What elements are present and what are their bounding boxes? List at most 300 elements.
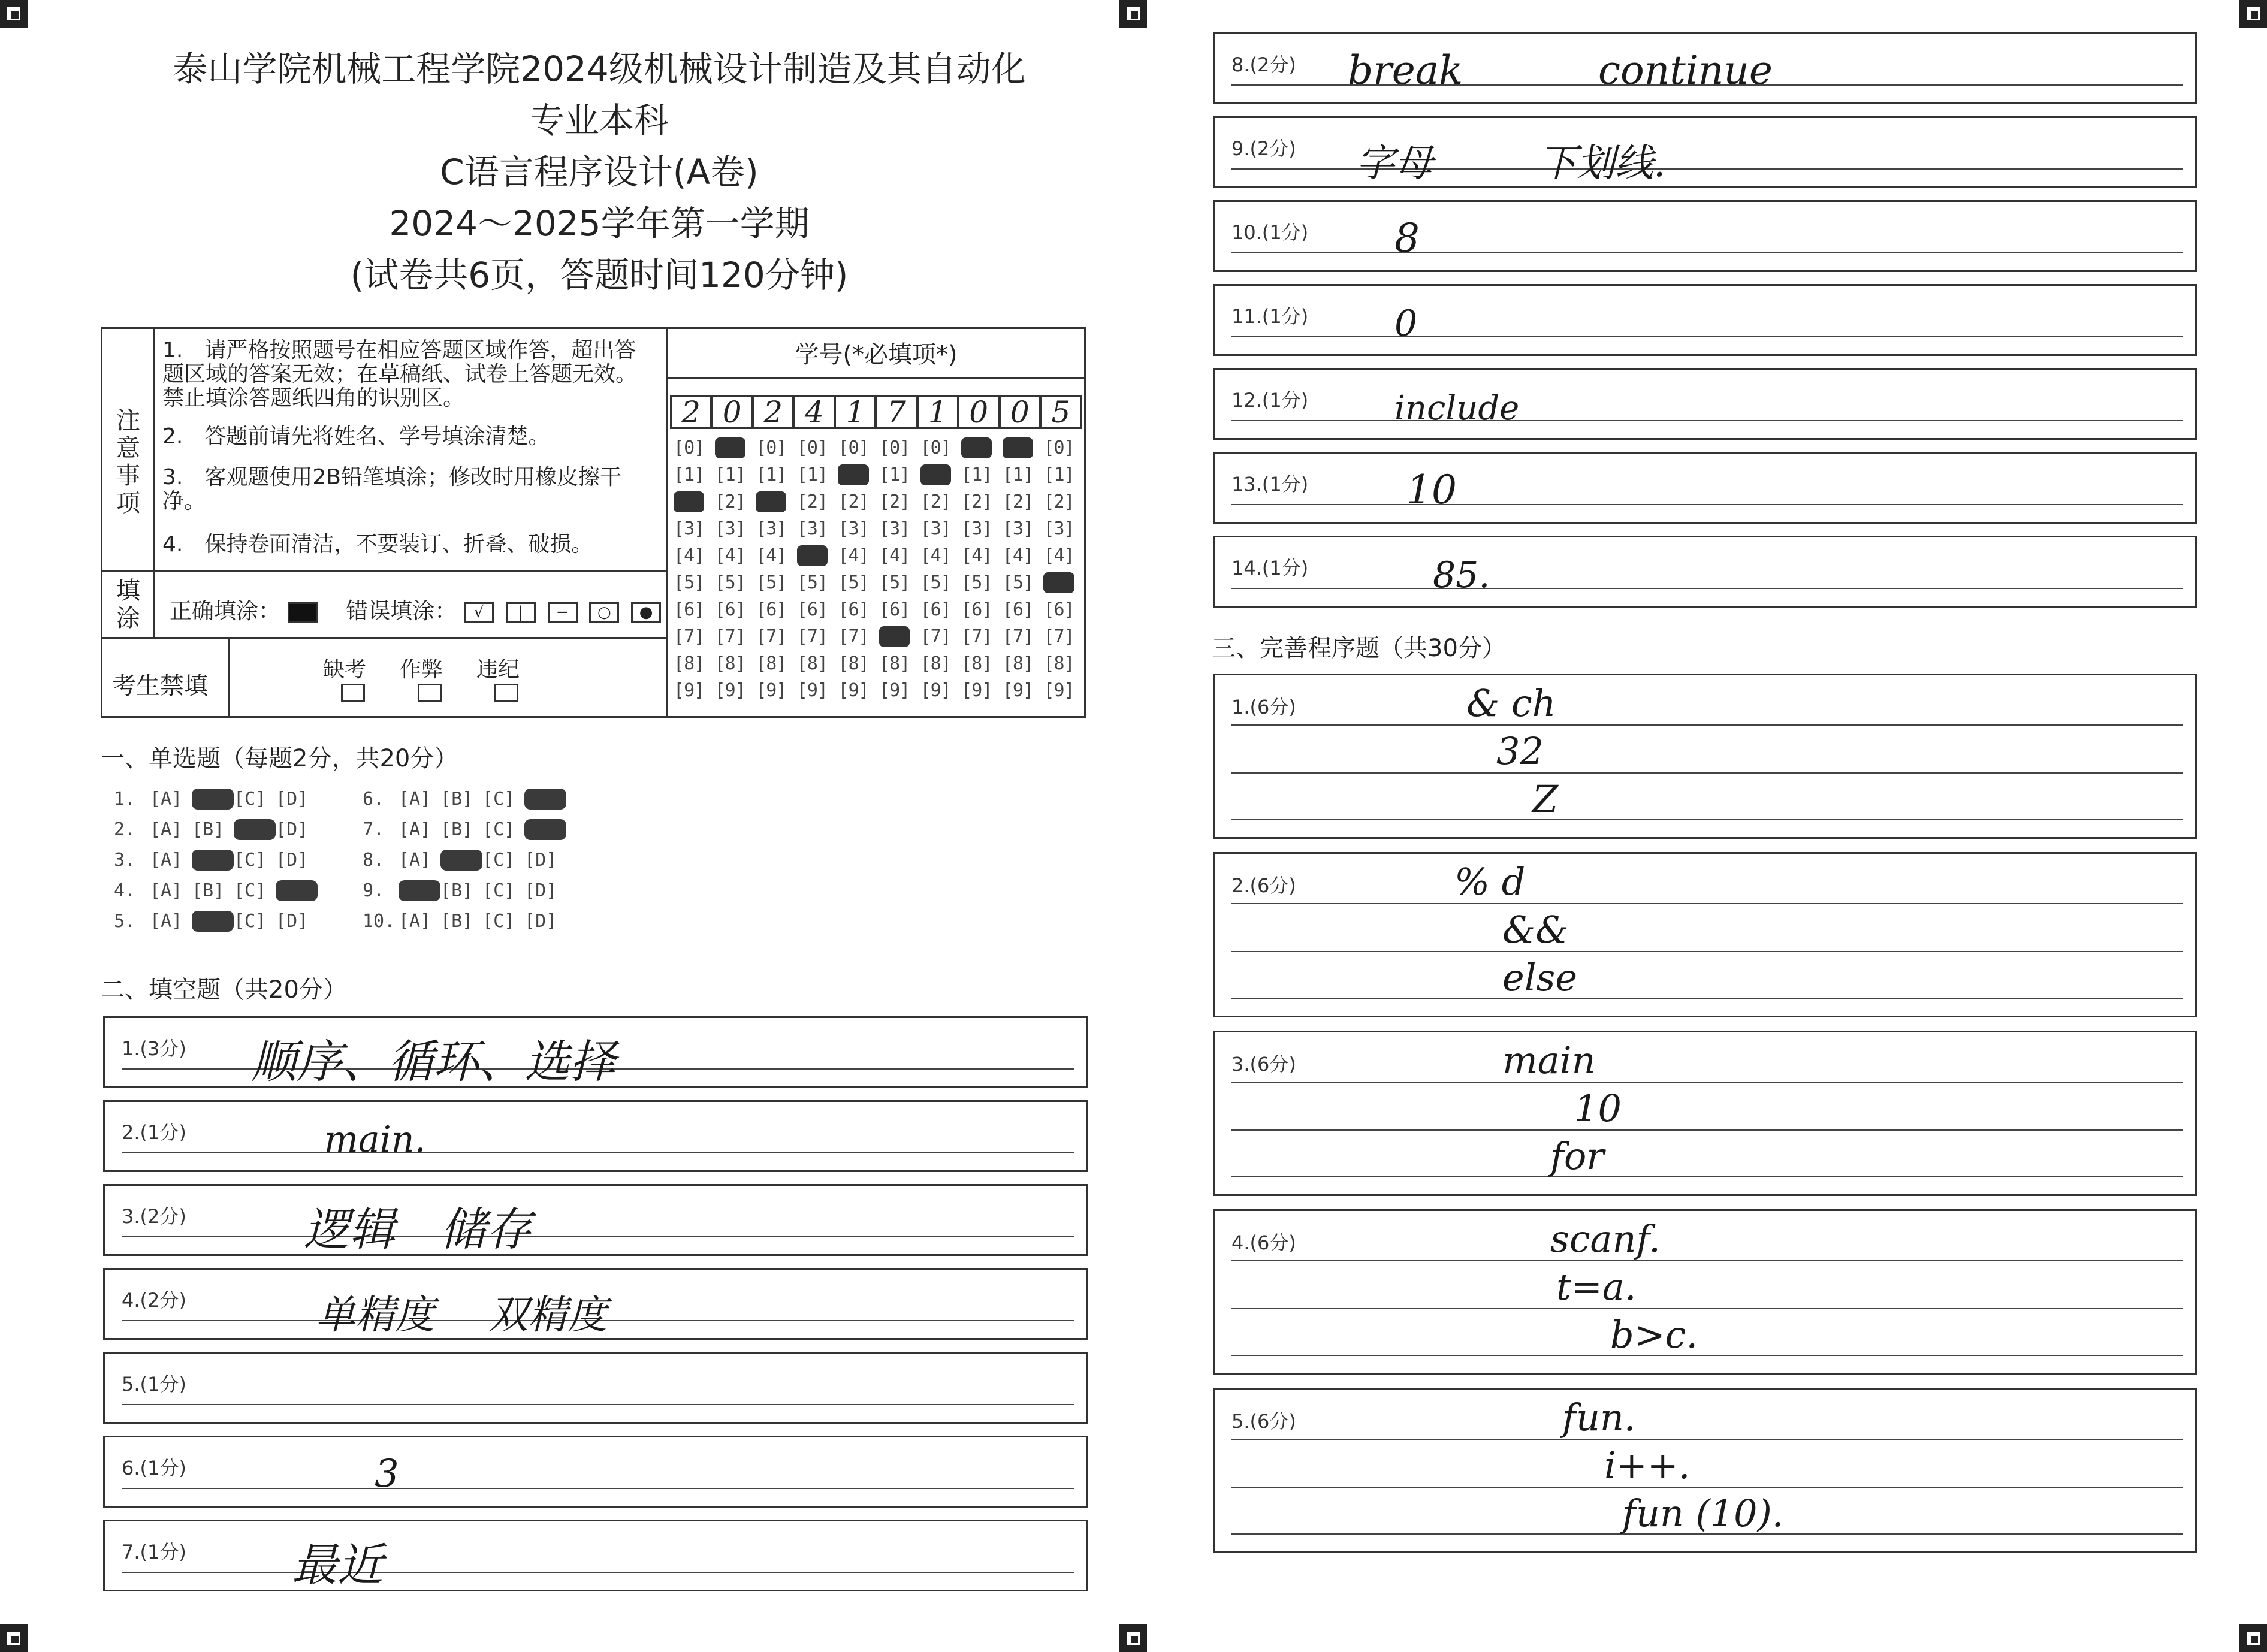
student-id-bubble[interactable]: [0] [756, 437, 787, 458]
student-id-bubble[interactable]: [5] [920, 572, 951, 593]
student-id-bubble[interactable]: [2] [756, 491, 787, 512]
student-id-bubble[interactable]: [2] [961, 491, 992, 512]
student-id-bubble[interactable]: [6] [1043, 599, 1074, 620]
student-id-bubble[interactable]: [9] [796, 680, 828, 701]
student-id-bubble[interactable]: [5] [714, 572, 745, 593]
student-id-bubble[interactable]: [9] [920, 680, 951, 701]
fill-blank-box [103, 1184, 1088, 1256]
student-id-bubble-digit: 5 [848, 572, 859, 593]
student-id-bubble-digit: 2 [807, 491, 817, 512]
student-id-bubble[interactable]: [2] [714, 491, 745, 512]
fill-blank-box [103, 1016, 1088, 1088]
student-id-bubble[interactable]: [3] [920, 518, 951, 539]
student-id-bubble[interactable]: [3] [674, 518, 705, 539]
fill-blank-number: 8.(2分) [1231, 53, 1296, 76]
student-id-bubble[interactable]: [3] [879, 518, 910, 539]
question-number: 1. [114, 789, 136, 810]
fill-blank-box [1213, 368, 2197, 440]
student-id-bubble[interactable]: [7] [961, 626, 992, 647]
choice-option-letter: D [535, 819, 547, 840]
handwritten-answer[interactable]: t=a. [1556, 1265, 1637, 1309]
program-question-number: 4.(6分) [1231, 1231, 1296, 1254]
corner-marker-top-left [0, 0, 28, 28]
student-id-bubble[interactable]: [8] [714, 653, 745, 674]
student-id-bubble[interactable]: [1] [674, 464, 705, 485]
choice-option-b[interactable]: [B] [440, 880, 473, 901]
proctor-label: 考生禁填 [112, 672, 208, 700]
answer-rule [1231, 1487, 2183, 1488]
student-id-bubble[interactable]: [0] [838, 437, 869, 458]
choice-option-letter: B [451, 850, 463, 871]
student-id-bubble[interactable]: [3] [714, 518, 745, 539]
handwritten-answer[interactable]: % d [1454, 860, 1526, 904]
student-id-bubble-digit: 4 [1053, 545, 1064, 566]
choice-option-letter: B [203, 819, 214, 840]
handwritten-answer[interactable]: 字母 [1356, 141, 1433, 186]
choice-option-d[interactable]: [D] [276, 789, 309, 810]
student-id-bubble[interactable]: [8] [1043, 653, 1074, 674]
student-id-bubble[interactable]: [9] [1002, 680, 1033, 701]
student-id-bubble[interactable]: [2] [838, 491, 869, 512]
student-id-bubble[interactable]: [3] [1002, 518, 1033, 539]
answer-rule [122, 1404, 1074, 1405]
answer-rule [122, 1236, 1074, 1237]
proctor-absent-checkbox[interactable] [341, 684, 365, 702]
wrong-fill-dot-sample: ● [631, 602, 661, 623]
answer-rule [122, 1152, 1074, 1153]
student-id-bubble[interactable]: [2] [1002, 491, 1033, 512]
choice-option-a[interactable]: [A] [150, 911, 183, 932]
choice-option-c[interactable]: [C] [234, 911, 267, 932]
handwritten-answer[interactable]: main. [324, 1119, 426, 1161]
handwritten-answer[interactable]: continue [1598, 47, 1773, 93]
fill-blank-number: 7.(1分) [122, 1541, 186, 1563]
student-id-bubble-digit: 9 [930, 680, 941, 701]
single-choice-row [363, 819, 566, 840]
student-id-bubble[interactable]: [1] [1043, 464, 1074, 485]
student-id-bubble-digit: 0 [889, 437, 900, 458]
handwritten-answer[interactable]: fun (10). [1622, 1491, 1784, 1535]
student-id-bubble[interactable]: [9] [838, 680, 869, 701]
student-id-bubble[interactable]: [9] [1043, 680, 1074, 701]
exam-title-line-4: 2024～2025学年第一学期 [389, 203, 810, 244]
handwritten-answer[interactable]: & ch [1466, 681, 1556, 725]
choice-option-letter: A [409, 789, 421, 810]
choice-option-c[interactable]: [C] [234, 789, 267, 810]
student-id-bubble-digit: 3 [684, 518, 695, 539]
student-id-bubble-digit: 4 [930, 545, 941, 566]
handwritten-answer[interactable]: 双精度 [488, 1292, 607, 1338]
student-id-bubble-digit: 4 [1012, 545, 1023, 566]
student-id-bubble[interactable]: [9] [879, 680, 910, 701]
student-id-bubble[interactable]: [1] [714, 464, 745, 485]
student-id-bubble[interactable]: [1] [796, 464, 828, 485]
handwritten-answer[interactable]: 8 [1394, 215, 1420, 261]
choice-option-c[interactable]: [C] [234, 880, 267, 901]
student-id-bubble-digit: 2 [766, 491, 777, 512]
student-id-bubble[interactable]: [1] [879, 464, 910, 485]
question-number: 8. [363, 850, 385, 871]
answer-rule [1231, 903, 2183, 904]
student-id-bubble[interactable]: [1] [838, 464, 869, 485]
student-id-bubble[interactable]: [4] [1043, 545, 1074, 566]
handwritten-answer[interactable]: 10 [1406, 467, 1457, 513]
answer-rule [1231, 1176, 2183, 1177]
handwritten-answer[interactable]: Z [1532, 777, 1559, 821]
student-id-bubble-digit: 5 [766, 572, 777, 593]
student-id-bubble[interactable]: [7] [756, 626, 787, 647]
student-id-bubble-digit: 0 [971, 437, 982, 458]
student-id-bubble[interactable]: [8] [838, 653, 869, 674]
proctor-violation-checkbox[interactable] [494, 684, 518, 702]
student-id-bubble[interactable]: [0] [920, 437, 951, 458]
student-id-bubble[interactable]: [6] [838, 599, 869, 620]
choice-option-letter: D [286, 819, 298, 840]
corner-marker-bottom-right [2239, 1624, 2267, 1652]
student-id-bubble[interactable]: [1] [920, 464, 951, 485]
student-id-bubble[interactable]: [5] [1002, 572, 1033, 593]
choice-option-b[interactable]: [B] [192, 789, 234, 810]
student-id-bubble[interactable]: [7] [674, 626, 705, 647]
student-id-bubble[interactable]: [8] [961, 653, 992, 674]
choice-option-c[interactable]: [C] [482, 911, 515, 932]
corner-marker-bottom-center [1119, 1624, 1147, 1652]
student-id-bubble[interactable]: [8] [796, 653, 828, 674]
choice-option-letter: C [493, 880, 505, 901]
student-id-bubble-digit: 3 [930, 518, 941, 539]
student-id-bubble[interactable]: [9] [674, 680, 705, 701]
student-id-bubble[interactable]: [7] [714, 626, 745, 647]
student-id-bubble-digit: 8 [971, 653, 982, 674]
student-id-bubble-digit: 7 [1053, 626, 1064, 647]
student-id-bubble[interactable]: [5] [961, 572, 992, 593]
handwritten-answer[interactable]: main [1502, 1038, 1596, 1082]
proctor-cheating-label: 作弊 [400, 657, 443, 682]
student-id-bubble-digit: 7 [930, 626, 941, 647]
student-id-bubble-digit: 8 [807, 653, 817, 674]
student-id-bubble[interactable]: [6] [756, 599, 787, 620]
student-id-bubble-digit: 9 [725, 680, 735, 701]
fill-blank-box [103, 1268, 1088, 1340]
choice-option-b[interactable]: [B] [440, 911, 473, 932]
student-id-bubble-digit: 0 [930, 437, 941, 458]
choice-option-d[interactable]: [D] [276, 911, 309, 932]
student-id-bubble[interactable]: [7] [838, 626, 869, 647]
handwritten-answer[interactable]: 85. [1433, 554, 1490, 596]
student-id-bubble[interactable]: [7] [1043, 626, 1074, 647]
handwritten-answer[interactable]: b>c. [1610, 1313, 1698, 1357]
handwritten-answer[interactable]: 顺序、循环、选择 [251, 1035, 615, 1088]
choice-option-d[interactable]: [D] [524, 880, 557, 901]
student-id-bubble-digit: 7 [725, 626, 735, 647]
student-id-bubble-digit: 1 [1012, 464, 1023, 485]
choice-option-a[interactable]: [A] [399, 911, 431, 932]
proctor-cheating-checkbox[interactable] [418, 684, 442, 702]
single-choice-row [363, 911, 566, 932]
handwritten-answer[interactable]: 32 [1496, 729, 1544, 773]
answer-rule [1231, 588, 2183, 589]
single-choice-row [363, 880, 566, 901]
student-id-bubble-digit: 4 [766, 545, 777, 566]
choice-option-letter: B [451, 880, 463, 901]
proctor-absent-label: 缺考 [323, 657, 367, 682]
student-id-bubble[interactable]: [2] [796, 491, 828, 512]
student-id-bubble[interactable]: [6] [879, 599, 910, 620]
student-id-bubble[interactable]: [9] [756, 680, 787, 701]
choice-option-letter: C [493, 789, 505, 810]
handwritten-answer[interactable]: for [1550, 1134, 1604, 1178]
choice-option-letter: D [286, 850, 298, 871]
choice-option-d[interactable]: [D] [524, 819, 566, 840]
fill-blank-number: 6.(1分) [122, 1457, 186, 1479]
student-id-bubble[interactable]: [4] [796, 545, 828, 566]
student-id-bubble-digit: 1 [930, 464, 941, 485]
choice-option-b[interactable]: [B] [440, 789, 473, 810]
student-id-bubble[interactable]: [4] [879, 545, 910, 566]
student-id-bubble[interactable]: [0] [796, 437, 828, 458]
choice-option-b[interactable]: [B] [440, 850, 482, 871]
student-id-bubble-digit: 6 [930, 599, 941, 620]
program-question-number: 2.(6分) [1231, 874, 1296, 897]
choice-option-d[interactable]: [D] [524, 789, 566, 810]
program-heading: 三、完善程序题（共30分） [1212, 635, 1506, 662]
question-number: 10. [363, 911, 396, 932]
answer-rule [1231, 819, 2183, 820]
student-id-bubble[interactable]: [4] [674, 545, 705, 566]
student-id-bubble[interactable]: [7] [879, 626, 910, 647]
choice-option-a[interactable]: [A] [399, 850, 431, 871]
student-id-title: 学号(*必填项*) [795, 341, 958, 369]
student-id-bubble[interactable]: [8] [756, 653, 787, 674]
choice-option-letter: D [535, 789, 547, 810]
student-id-bubble[interactable]: [5] [1043, 572, 1074, 593]
choice-option-b[interactable]: [B] [192, 819, 225, 840]
student-id-bubble[interactable]: [5] [674, 572, 705, 593]
student-id-bubble[interactable]: [5] [879, 572, 910, 593]
answer-rule [1231, 1129, 2183, 1131]
student-id-bubble[interactable]: [8] [879, 653, 910, 674]
handwritten-answer[interactable]: break [1348, 47, 1463, 93]
student-id-bubble-digit: 0 [766, 437, 777, 458]
student-id-bubble-digit: 7 [889, 626, 900, 647]
handwritten-answer[interactable]: && [1502, 908, 1569, 952]
student-id-bubble[interactable]: [6] [674, 599, 705, 620]
student-id-bubble-digit: 7 [848, 626, 859, 647]
answer-rule [122, 1488, 1074, 1489]
student-id-bubble[interactable]: [0] [674, 437, 705, 458]
student-id-bubble-digit: 5 [807, 572, 817, 593]
student-id-bubble[interactable]: [2] [920, 491, 951, 512]
choice-option-c[interactable]: [C] [234, 819, 276, 840]
handwritten-answer[interactable]: else [1502, 956, 1578, 999]
choice-option-d[interactable]: [D] [524, 911, 557, 932]
choice-option-b[interactable]: [B] [440, 819, 473, 840]
program-answer-box [1213, 852, 2197, 1017]
student-id-bubble-digit: 9 [684, 680, 695, 701]
student-id-bubble[interactable]: [2] [879, 491, 910, 512]
student-id-bubble-digit: 0 [684, 437, 695, 458]
handwritten-answer[interactable]: include [1394, 389, 1520, 428]
student-id-bubble[interactable]: [6] [1002, 599, 1033, 620]
student-id-bubble-digit: 7 [1012, 626, 1023, 647]
student-id-bubble-digit: 9 [1053, 680, 1064, 701]
student-id-bubble[interactable]: [0] [961, 437, 992, 458]
student-id-bubble-digit: 7 [684, 626, 695, 647]
single-choice-row [114, 819, 318, 840]
student-id-bubble[interactable]: [5] [838, 572, 869, 593]
handwritten-answer[interactable]: 单精度 [316, 1292, 434, 1338]
single-choice-row [114, 911, 318, 932]
program-answer-box [1213, 1031, 2197, 1196]
student-id-bubble[interactable]: [4] [1002, 545, 1033, 566]
exam-title-line-2: 专业本科 [529, 100, 669, 141]
fill-blank-number: 10.(1分) [1231, 221, 1309, 244]
student-id-bubble[interactable]: [4] [961, 545, 992, 566]
student-id-bubble[interactable]: [8] [1002, 653, 1033, 674]
student-id-bubble[interactable]: [3] [796, 518, 828, 539]
choice-option-c[interactable]: [C] [234, 850, 267, 871]
student-id-bubble-digit: 2 [684, 491, 695, 512]
choice-option-a[interactable]: [A] [150, 850, 183, 871]
choice-option-b[interactable]: [B] [192, 911, 234, 932]
student-id-bubble[interactable]: [1] [961, 464, 992, 485]
student-id-bubble[interactable]: [5] [756, 572, 787, 593]
choice-option-letter: C [244, 911, 256, 932]
choice-option-b[interactable]: [B] [192, 850, 234, 871]
choice-option-a[interactable]: [A] [399, 789, 431, 810]
handwritten-answer[interactable]: 10 [1574, 1086, 1622, 1130]
student-id-bubble-digit: 8 [889, 653, 900, 674]
student-id-bubble-digit: 9 [807, 680, 817, 701]
student-id-bubble[interactable]: [7] [1002, 626, 1033, 647]
student-id-bubble[interactable]: [4] [838, 545, 869, 566]
student-id-bubble[interactable]: [3] [756, 518, 787, 539]
choice-option-c[interactable]: [C] [482, 850, 515, 871]
choice-option-a[interactable]: [A] [150, 819, 183, 840]
choice-option-a[interactable]: [A] [150, 880, 183, 901]
student-id-bubble-digit: 0 [1053, 437, 1064, 458]
handwritten-answer[interactable]: scanf. [1550, 1217, 1661, 1261]
student-id-bubble[interactable]: [9] [714, 680, 745, 701]
student-id-bubble[interactable]: [1] [1002, 464, 1033, 485]
student-id-bubble[interactable]: [6] [796, 599, 828, 620]
choice-option-d[interactable]: [D] [524, 850, 557, 871]
student-id-bubble[interactable]: [6] [714, 599, 745, 620]
student-id-bubble-digit: 5 [930, 572, 941, 593]
choice-option-a[interactable]: [A] [399, 819, 431, 840]
choice-option-a[interactable]: [A] [150, 789, 183, 810]
student-id-bubble-digit: 8 [1053, 653, 1064, 674]
handwritten-answer[interactable]: i++. [1604, 1443, 1691, 1487]
fill-blank-box [1213, 200, 2197, 272]
student-id-bubble[interactable]: [2] [1043, 491, 1074, 512]
student-id-bubble-digit: 8 [930, 653, 941, 674]
student-id-bubble-digit: 3 [889, 518, 900, 539]
choice-option-c[interactable]: [C] [482, 789, 515, 810]
choice-option-letter: D [286, 789, 298, 810]
student-id-bubble-digit: 8 [684, 653, 695, 674]
handwritten-answer[interactable]: 0 [1394, 303, 1418, 345]
student-id-bubble[interactable]: [2] [674, 491, 705, 512]
fill-blank-number: 13.(1分) [1231, 473, 1309, 496]
student-id-bubble-digit: 9 [971, 680, 982, 701]
choice-option-d[interactable]: [D] [276, 850, 309, 871]
student-id-bubble-digit: 3 [1012, 518, 1023, 539]
student-id-bubble[interactable]: [6] [920, 599, 951, 620]
student-id-bubble[interactable]: [3] [838, 518, 869, 539]
choice-option-c[interactable]: [C] [482, 880, 515, 901]
student-id-bubble-digit: 4 [725, 545, 735, 566]
choice-option-d[interactable]: [D] [276, 819, 309, 840]
handwritten-answer[interactable]: 逻辑 [304, 1203, 395, 1256]
choice-option-letter: A [161, 789, 172, 810]
student-id-bubble[interactable]: [0] [1002, 437, 1033, 458]
choice-option-letter: C [244, 789, 256, 810]
student-id-bubble[interactable]: [3] [1043, 518, 1074, 539]
fill-guide-label: 填涂 [116, 577, 140, 632]
choice-option-letter: D [535, 911, 547, 932]
handwritten-answer[interactable]: 储存 [440, 1203, 532, 1256]
single-choice-row [363, 850, 566, 871]
handwritten-answer[interactable]: 下划线. [1538, 141, 1666, 186]
choice-option-letter: B [451, 819, 463, 840]
student-id-bubble[interactable]: [7] [796, 626, 828, 647]
student-id-bubble-digit: 4 [807, 545, 817, 566]
choice-option-a[interactable]: [A] [399, 880, 440, 901]
student-id-bubble[interactable]: [7] [920, 626, 951, 647]
corner-marker-bottom-left [0, 1624, 28, 1652]
student-id-bubble-digit: 8 [766, 653, 777, 674]
student-id-bubble[interactable]: [4] [920, 545, 951, 566]
student-id-digit: 0 [711, 395, 753, 429]
student-id-bubble[interactable]: [3] [961, 518, 992, 539]
question-number: 6. [363, 789, 385, 810]
student-id-bubble[interactable]: [0] [1043, 437, 1074, 458]
student-id-bubble[interactable]: [5] [796, 572, 828, 593]
student-id-bubble-digit: 3 [725, 518, 735, 539]
fill-blank-number: 2.(1分) [122, 1121, 186, 1144]
choice-option-letter: C [493, 819, 505, 840]
student-id-bubble-digit: 5 [1053, 572, 1064, 593]
student-id-bubble[interactable]: [8] [920, 653, 951, 674]
student-id-bubble[interactable]: [4] [756, 545, 787, 566]
choice-option-d[interactable]: [D] [276, 880, 318, 901]
fill-blank-number: 9.(2分) [1231, 137, 1296, 160]
handwritten-answer[interactable]: fun. [1562, 1396, 1636, 1439]
choice-option-c[interactable]: [C] [482, 819, 515, 840]
student-id-bubble[interactable]: [9] [961, 680, 992, 701]
choice-option-b[interactable]: [B] [192, 880, 225, 901]
student-id-bubble[interactable]: [1] [756, 464, 787, 485]
answer-rule [1231, 1355, 2183, 1356]
question-number: 3. [114, 850, 136, 871]
answer-rule [1231, 504, 2183, 505]
handwritten-answer[interactable]: 最近 [292, 1538, 383, 1591]
student-id-digit: 2 [752, 395, 794, 429]
student-id-bubble[interactable]: [0] [714, 437, 745, 458]
choice-option-letter: C [244, 850, 256, 871]
fill-blank-box [1213, 452, 2197, 524]
fill-blank-box [103, 1100, 1088, 1172]
student-id-bubble[interactable]: [4] [714, 545, 745, 566]
handwritten-answer[interactable]: 3 [375, 1452, 399, 1496]
student-id-bubble-digit: 0 [1012, 437, 1023, 458]
student-id-bubble[interactable]: [6] [961, 599, 992, 620]
student-id-bubble[interactable]: [8] [674, 653, 705, 674]
program-answer-box [1213, 1209, 2197, 1375]
student-id-bubble[interactable]: [0] [879, 437, 910, 458]
program-question-number: 1.(6分) [1231, 696, 1296, 718]
